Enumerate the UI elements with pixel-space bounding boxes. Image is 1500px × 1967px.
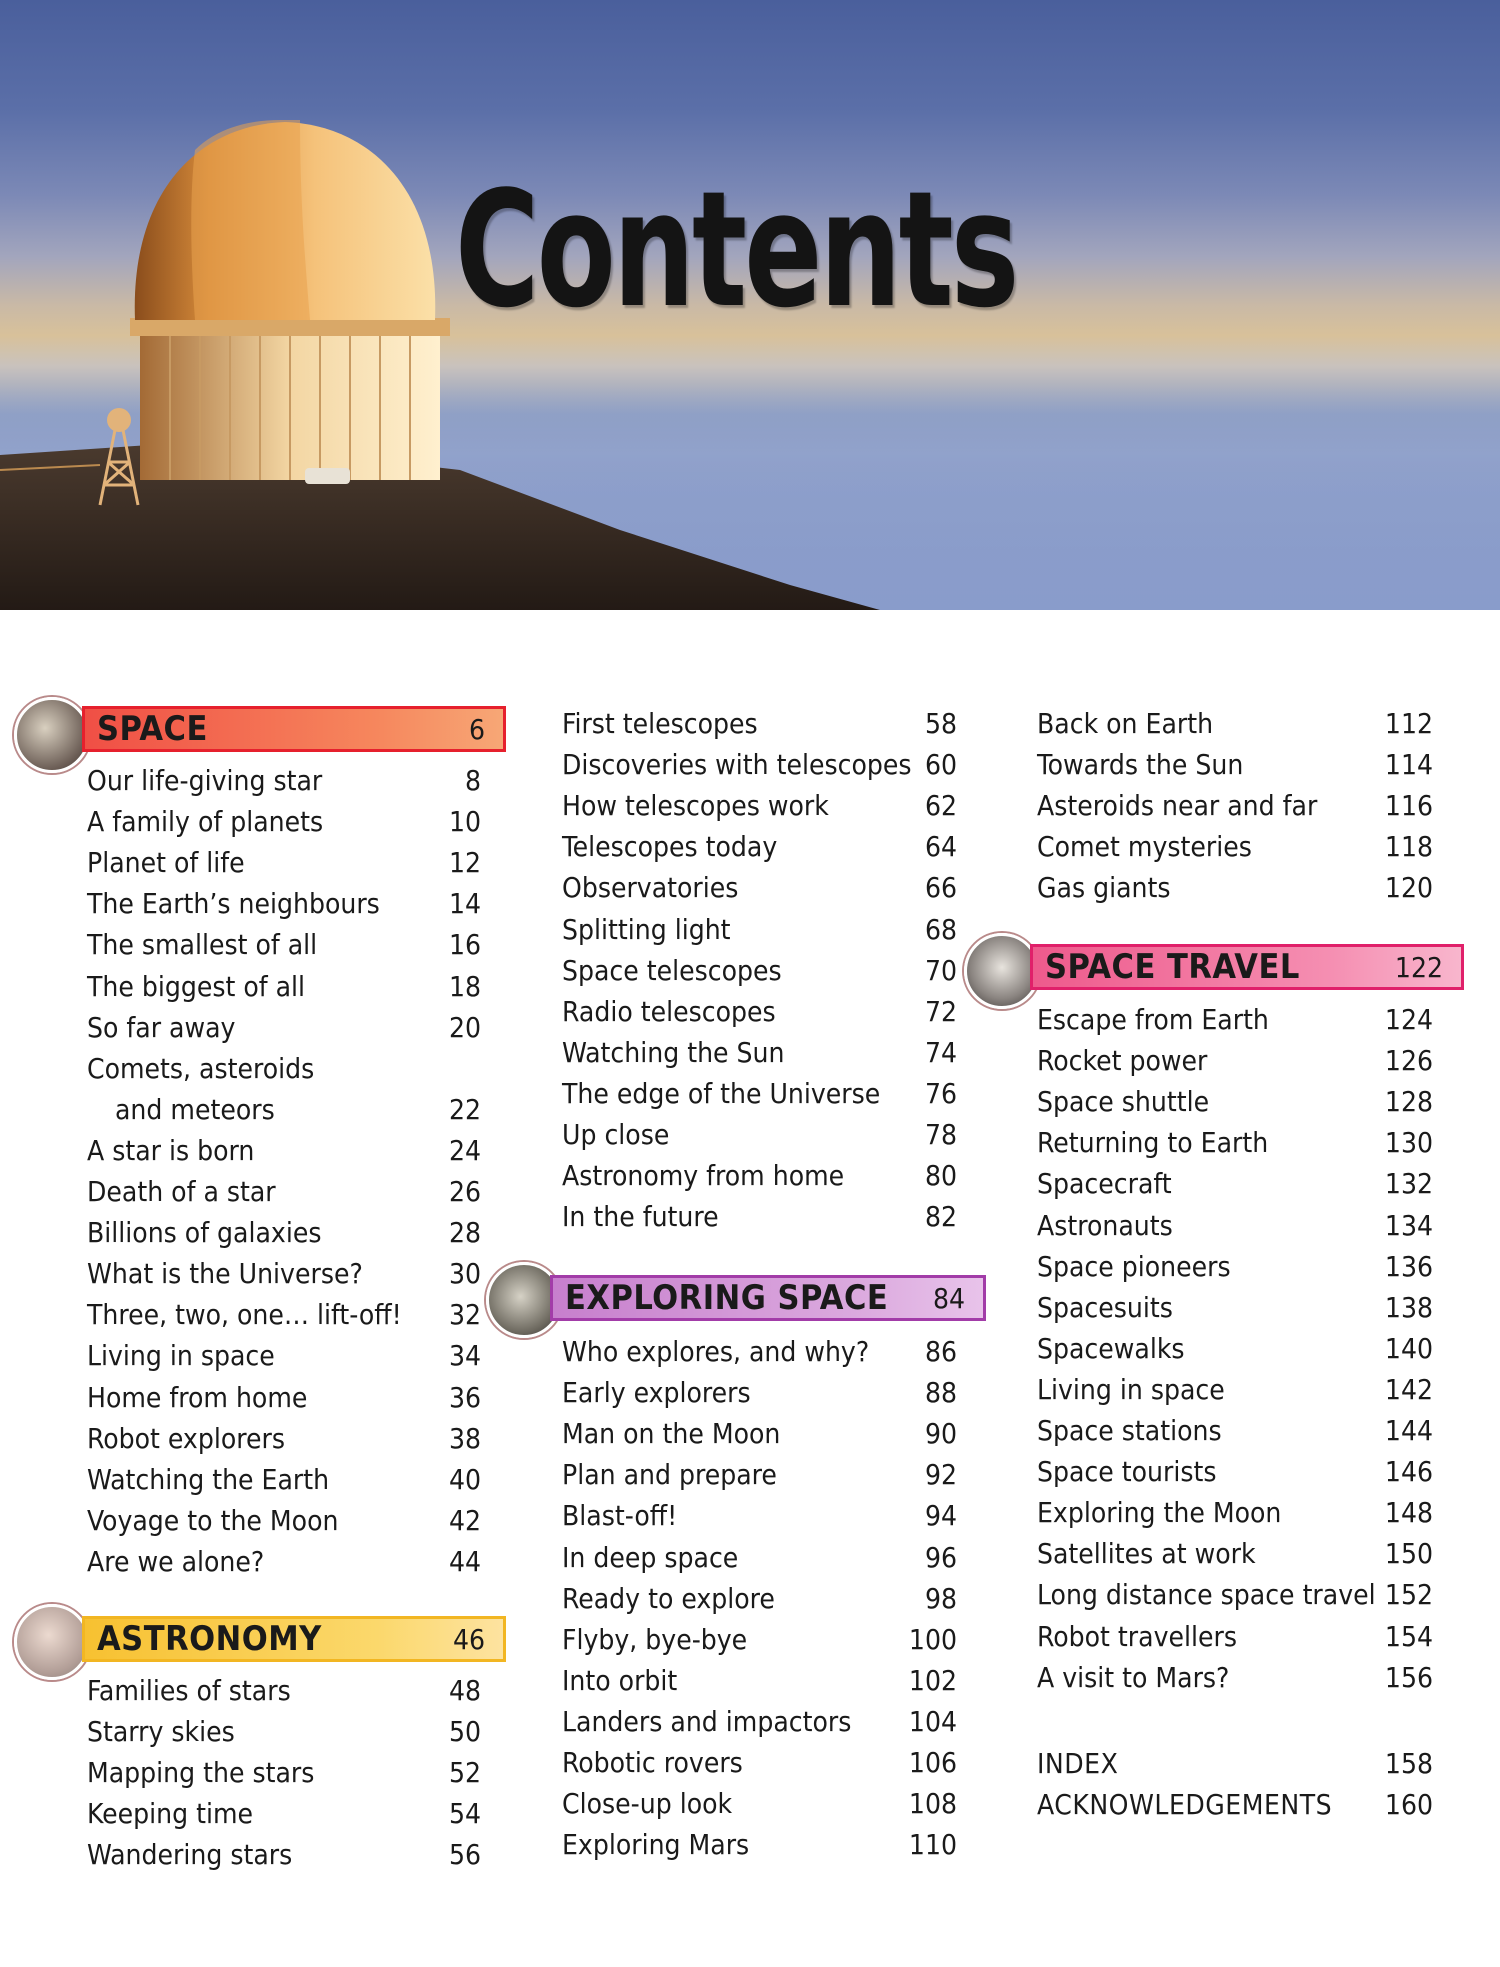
toc-entry-title: In the future <box>562 1200 719 1234</box>
section-header-space-travel <box>1030 944 1464 990</box>
toc-entry-page: 68 <box>924 912 957 946</box>
toc-entry <box>87 1174 481 1210</box>
toc-entry <box>562 747 957 783</box>
toc-entry-page: 86 <box>924 1335 957 1368</box>
toc-entry <box>562 1498 957 1534</box>
toc-entry-title: Early explorers <box>562 1376 751 1410</box>
toc-entry <box>562 1622 957 1658</box>
toc-entry-page: 106 <box>908 1746 957 1779</box>
toc-entry <box>1037 1536 1433 1572</box>
toc-entry-title: Up close <box>562 1118 670 1151</box>
toc-entry <box>87 1338 481 1374</box>
toc-entry <box>87 804 481 840</box>
toc-entry <box>87 1755 481 1791</box>
toc-entry-page: 50 <box>448 1715 481 1749</box>
toc-entry-page: 146 <box>1384 1455 1433 1489</box>
toc-entry <box>562 829 957 865</box>
toc-entry-title: Comets, asteroids <box>87 1051 315 1085</box>
toc-entry-title: First telescopes <box>562 707 758 740</box>
toc-entry <box>87 763 481 799</box>
toc-entry <box>87 1380 481 1416</box>
toc-entry-title: Astronomy from home <box>562 1159 845 1193</box>
toc-entry-page: 154 <box>1384 1619 1433 1653</box>
toc-entry-title: Landers and impactors <box>562 1704 852 1738</box>
toc-entry <box>1037 1413 1433 1449</box>
section-page: 122 <box>1394 951 1443 984</box>
section-header-space <box>82 706 506 752</box>
toc-entry-page: 74 <box>924 1035 957 1069</box>
toc-entry <box>562 1334 957 1370</box>
toc-entry-title: Watching the Sun <box>562 1035 785 1069</box>
toc-entry-page: 134 <box>1384 1208 1433 1242</box>
toc-entry <box>87 927 481 963</box>
toc-entry-page: 8 <box>464 764 481 797</box>
toc-entry-page: 30 <box>448 1257 481 1291</box>
toc-entry-page: 36 <box>448 1380 481 1414</box>
toc-entry <box>1037 1043 1433 1079</box>
toc-entry-title: Death of a star <box>87 1175 276 1208</box>
toc-entry <box>1037 1125 1433 1161</box>
toc-entry-title: How telescopes work <box>562 789 829 823</box>
toc-entry <box>1037 1787 1433 1823</box>
toc-entry-page: 72 <box>924 994 957 1028</box>
toc-entry-page: 140 <box>1384 1331 1433 1365</box>
toc-entry-page: 130 <box>1384 1126 1433 1160</box>
toc-entry <box>87 1133 481 1169</box>
toc-entry-page: 138 <box>1384 1290 1433 1324</box>
toc-entry-page: 18 <box>448 969 481 1003</box>
toc-entry-title: Families of stars <box>87 1674 291 1707</box>
toc-entry <box>1037 1166 1433 1202</box>
toc-entry <box>562 1117 957 1153</box>
toc-entry <box>562 1158 957 1194</box>
toc-entry <box>1037 1331 1433 1367</box>
toc-entry <box>1037 1372 1433 1408</box>
toc-entry-page: 90 <box>924 1417 957 1451</box>
toc-entry-title: Asteroids near and far <box>1037 789 1318 823</box>
toc-entry-page: 38 <box>448 1421 481 1455</box>
toc-entry-page: 104 <box>908 1704 957 1738</box>
toc-entry-title: Radio telescopes <box>562 994 776 1028</box>
section-title: EXPLORING SPACE <box>565 1278 889 1318</box>
toc-entry <box>562 870 957 906</box>
section-page: 6 <box>468 713 485 746</box>
toc-entry-title: Escape from Earth <box>1037 1003 1269 1036</box>
toc-entry <box>87 845 481 881</box>
toc-entry-title: Home from home <box>87 1380 308 1414</box>
toc-entry <box>1037 788 1433 824</box>
toc-entry <box>562 1786 957 1822</box>
toc-entry <box>562 1581 957 1617</box>
toc-entry-page: 60 <box>924 748 957 782</box>
toc-entry-title: Robot travellers <box>1037 1619 1237 1653</box>
toc-entry <box>87 1421 481 1457</box>
toc-entry-title: Mapping the stars <box>87 1756 315 1790</box>
space-section-icon <box>14 697 90 773</box>
toc-entry-title: The biggest of all <box>87 969 306 1003</box>
toc-entry-title: Gas giants <box>1037 871 1171 905</box>
toc-entry-page: 12 <box>448 846 481 880</box>
toc-entry-title: Who explores, and why? <box>562 1335 870 1368</box>
toc-entry <box>562 1704 957 1740</box>
toc-entry-page: 62 <box>924 789 957 823</box>
toc-entry-title: Discoveries with telescopes <box>562 748 912 782</box>
toc-entry-page: 132 <box>1384 1167 1433 1201</box>
toc-entry <box>87 1503 481 1539</box>
toc-entry-title: Planet of life <box>87 846 245 880</box>
toc-entry-page: 96 <box>924 1540 957 1574</box>
toc-entry-page: 34 <box>448 1339 481 1373</box>
toc-entry <box>1037 1495 1433 1531</box>
section-page: 46 <box>452 1623 485 1656</box>
toc-entry <box>87 1673 481 1709</box>
toc-entry-page: 54 <box>448 1797 481 1831</box>
toc-entry-page: 92 <box>924 1458 957 1492</box>
toc-entry <box>87 886 481 922</box>
section-page: 84 <box>932 1282 965 1315</box>
toc-entry-page: 40 <box>448 1462 481 1496</box>
toc-entry-page: 128 <box>1384 1085 1433 1119</box>
toc-entry-page: 22 <box>448 1092 481 1126</box>
toc-entry-title: Observatories <box>562 871 739 905</box>
toc-entry-title: The edge of the Universe <box>562 1076 881 1110</box>
toc-entry-page: 64 <box>924 830 957 864</box>
toc-entry-title: Living in space <box>1037 1372 1225 1406</box>
toc-entry <box>1037 1208 1433 1244</box>
toc-entry-title: Man on the Moon <box>562 1417 781 1451</box>
toc-entry <box>562 706 957 742</box>
toc-entry-title: Living in space <box>87 1339 275 1373</box>
toc-entry-title: Space telescopes <box>562 953 782 987</box>
toc-entry-page: 102 <box>908 1663 957 1697</box>
toc-entry-title: In deep space <box>562 1540 739 1574</box>
toc-entry-page: 98 <box>924 1581 957 1615</box>
toc-entry-title: Starry skies <box>87 1715 235 1749</box>
toc-entry-title: Robot explorers <box>87 1421 285 1455</box>
toc-entry-page: 10 <box>448 805 481 839</box>
section-header-astronomy <box>82 1616 506 1662</box>
toc-entry <box>87 1714 481 1750</box>
toc-entry-title: Spacewalks <box>1037 1331 1185 1365</box>
toc-entry <box>562 1375 957 1411</box>
toc-entry <box>562 912 957 948</box>
toc-entry-page: 44 <box>448 1544 481 1578</box>
toc-entry <box>87 1796 481 1832</box>
toc-entry-title: Space stations <box>1037 1414 1222 1447</box>
toc-entry-page: 158 <box>1384 1747 1433 1780</box>
toc-entry-page: 126 <box>1384 1044 1433 1078</box>
toc-entry <box>562 1416 957 1452</box>
toc-entry-title: Rocket power <box>1037 1044 1208 1078</box>
toc-entry-page: 48 <box>448 1674 481 1707</box>
toc-entry-page: 148 <box>1384 1496 1433 1530</box>
toc-entry <box>1037 1084 1433 1120</box>
toc-entry-title: Voyage to the Moon <box>87 1503 339 1537</box>
toc-entry-title: Billions of galaxies <box>87 1216 322 1250</box>
toc-entry-page: 32 <box>448 1298 481 1332</box>
toc-entry-page: 56 <box>448 1838 481 1872</box>
toc-entry-title: Space shuttle <box>1037 1085 1210 1119</box>
toc-entry-title: INDEX <box>1037 1747 1119 1780</box>
toc-entry-page: 156 <box>1384 1660 1433 1694</box>
toc-entry <box>562 994 957 1030</box>
toc-entry <box>562 1457 957 1493</box>
toc-entry <box>562 788 957 824</box>
toc-entry-title: Three, two, one… lift-off! <box>87 1298 402 1332</box>
toc-entry-title: A family of planets <box>87 805 324 839</box>
toc-entry <box>562 1540 957 1576</box>
toc-entry <box>562 1076 957 1112</box>
toc-entry-page: 144 <box>1384 1414 1433 1447</box>
toc-entry-page: 82 <box>924 1200 957 1234</box>
toc-entry-title: Our life-giving star <box>87 764 323 797</box>
toc-entry-page: 58 <box>924 707 957 740</box>
toc-entry-page: 114 <box>1384 748 1433 782</box>
toc-entry <box>1037 1290 1433 1326</box>
toc-entry-page: 110 <box>908 1828 957 1862</box>
toc-entry-page: 118 <box>1384 830 1433 864</box>
toc-entry-title: Back on Earth <box>1037 707 1214 740</box>
toc-entry-page: 112 <box>1384 707 1433 740</box>
toc-entry-title: Spacesuits <box>1037 1290 1173 1324</box>
toc-entry-title: Returning to Earth <box>1037 1126 1269 1160</box>
toc-entry-title: Exploring Mars <box>562 1828 750 1862</box>
toc-entry <box>1037 1249 1433 1285</box>
toc-entry-title: Spacecraft <box>1037 1167 1172 1201</box>
toc-entry-page: 20 <box>448 1010 481 1044</box>
toc-entry-title: Watching the Earth <box>87 1462 330 1496</box>
toc-entry <box>562 1827 957 1863</box>
astronomy-section-icon <box>14 1604 90 1680</box>
toc-entry <box>1037 1002 1433 1038</box>
toc-entry-title: Ready to explore <box>562 1581 775 1615</box>
toc-entry <box>1037 1746 1433 1782</box>
toc-entry <box>87 1051 481 1087</box>
toc-entry <box>1037 706 1433 742</box>
toc-entry-page: 94 <box>924 1499 957 1533</box>
toc-entry <box>1037 870 1433 906</box>
toc-entry <box>87 1256 481 1292</box>
toc-entry-title: A visit to Mars? <box>1037 1660 1230 1694</box>
toc-entry-page: 120 <box>1384 871 1433 905</box>
toc-entry-page: 136 <box>1384 1249 1433 1283</box>
toc-entry <box>562 953 957 989</box>
toc-entry-title: Into orbit <box>562 1663 678 1697</box>
toc-entry <box>87 1092 481 1128</box>
toc-entry-title: and meteors <box>115 1092 275 1126</box>
toc-entry-title: The Earth’s neighbours <box>87 887 380 921</box>
toc-entry-page: 76 <box>924 1076 957 1110</box>
toc-entry-title: Satellites at work <box>1037 1537 1256 1571</box>
toc-entry-page: 52 <box>448 1756 481 1790</box>
toc-entry <box>562 1199 957 1235</box>
toc-entry-title: Wandering stars <box>87 1838 293 1872</box>
toc-entry <box>562 1035 957 1071</box>
toc-entry-title: Exploring the Moon <box>1037 1496 1282 1530</box>
toc-entry-page: 42 <box>448 1503 481 1537</box>
toc-entry-title: Blast-off! <box>562 1499 678 1533</box>
toc-entry-page: 16 <box>448 928 481 962</box>
toc-entry-page: 108 <box>908 1787 957 1821</box>
toc-entry <box>562 1745 957 1781</box>
toc-entry-page: 152 <box>1384 1578 1433 1612</box>
toc-entry-title: Long distance space travel <box>1037 1578 1376 1612</box>
section-title: ASTRONOMY <box>97 1619 322 1659</box>
toc-entry <box>1037 829 1433 865</box>
toc-entry-page: 150 <box>1384 1537 1433 1571</box>
page-title: Contents <box>455 156 1017 343</box>
toc-entry-page: 100 <box>908 1622 957 1656</box>
toc-entry <box>1037 747 1433 783</box>
toc-entry <box>87 1544 481 1580</box>
toc-entry-title: Keeping time <box>87 1797 254 1831</box>
header-banner <box>0 0 1500 610</box>
toc-entry <box>87 1215 481 1251</box>
toc-entry-title: Plan and prepare <box>562 1458 777 1492</box>
toc-entry <box>1037 1660 1433 1696</box>
toc-entry <box>562 1663 957 1699</box>
toc-entry-title: A star is born <box>87 1133 255 1167</box>
toc-entry <box>87 1297 481 1333</box>
toc-entry-page: 160 <box>1384 1788 1433 1822</box>
toc-entry-page: 24 <box>448 1133 481 1167</box>
toc-entry-page: 116 <box>1384 789 1433 823</box>
toc-entry-title: So far away <box>87 1010 236 1044</box>
section-title: SPACE TRAVEL <box>1045 947 1300 987</box>
toc-entry <box>1037 1619 1433 1655</box>
toc-entry-title: The smallest of all <box>87 928 318 962</box>
toc-entry-title: Are we alone? <box>87 1544 265 1578</box>
toc-entry <box>87 969 481 1005</box>
toc-entry-page: 14 <box>448 887 481 921</box>
toc-entry-page: 70 <box>924 953 957 987</box>
toc-entry <box>87 1010 481 1046</box>
toc-entry-page: 26 <box>448 1175 481 1208</box>
toc-entry-page: 88 <box>924 1376 957 1410</box>
toc-entry-page: 80 <box>924 1159 957 1193</box>
toc-entry-title: Splitting light <box>562 912 731 946</box>
section-title: SPACE <box>97 709 208 749</box>
toc-entry <box>1037 1577 1433 1613</box>
toc-entry-title: Close-up look <box>562 1787 733 1821</box>
toc-entry-title: ACKNOWLEDGEMENTS <box>1037 1788 1333 1822</box>
toc-entry-title: Flyby, bye-bye <box>562 1622 748 1656</box>
toc-entry-title: Space tourists <box>1037 1455 1217 1489</box>
space-travel-section-icon <box>964 933 1040 1009</box>
toc-entry-title: Towards the Sun <box>1037 748 1244 782</box>
toc-entry-page: 66 <box>924 871 957 905</box>
toc-entry <box>87 1837 481 1873</box>
toc-entry-page: 28 <box>448 1216 481 1250</box>
toc-entry <box>87 1462 481 1498</box>
toc-entry-title: Comet mysteries <box>1037 830 1252 864</box>
toc-entry-title: What is the Universe? <box>87 1257 363 1291</box>
toc-entry-title: Robotic rovers <box>562 1746 743 1779</box>
toc-entry-title: Telescopes today <box>562 830 778 864</box>
toc-entry-page: 142 <box>1384 1372 1433 1406</box>
toc-entry <box>1037 1454 1433 1490</box>
section-header-exploring <box>550 1275 986 1321</box>
toc-entry-title: Astronauts <box>1037 1208 1173 1242</box>
toc-entry-title: Space pioneers <box>1037 1249 1231 1283</box>
toc-entry-page: 78 <box>924 1118 957 1151</box>
toc-entry-page: 124 <box>1384 1003 1433 1036</box>
